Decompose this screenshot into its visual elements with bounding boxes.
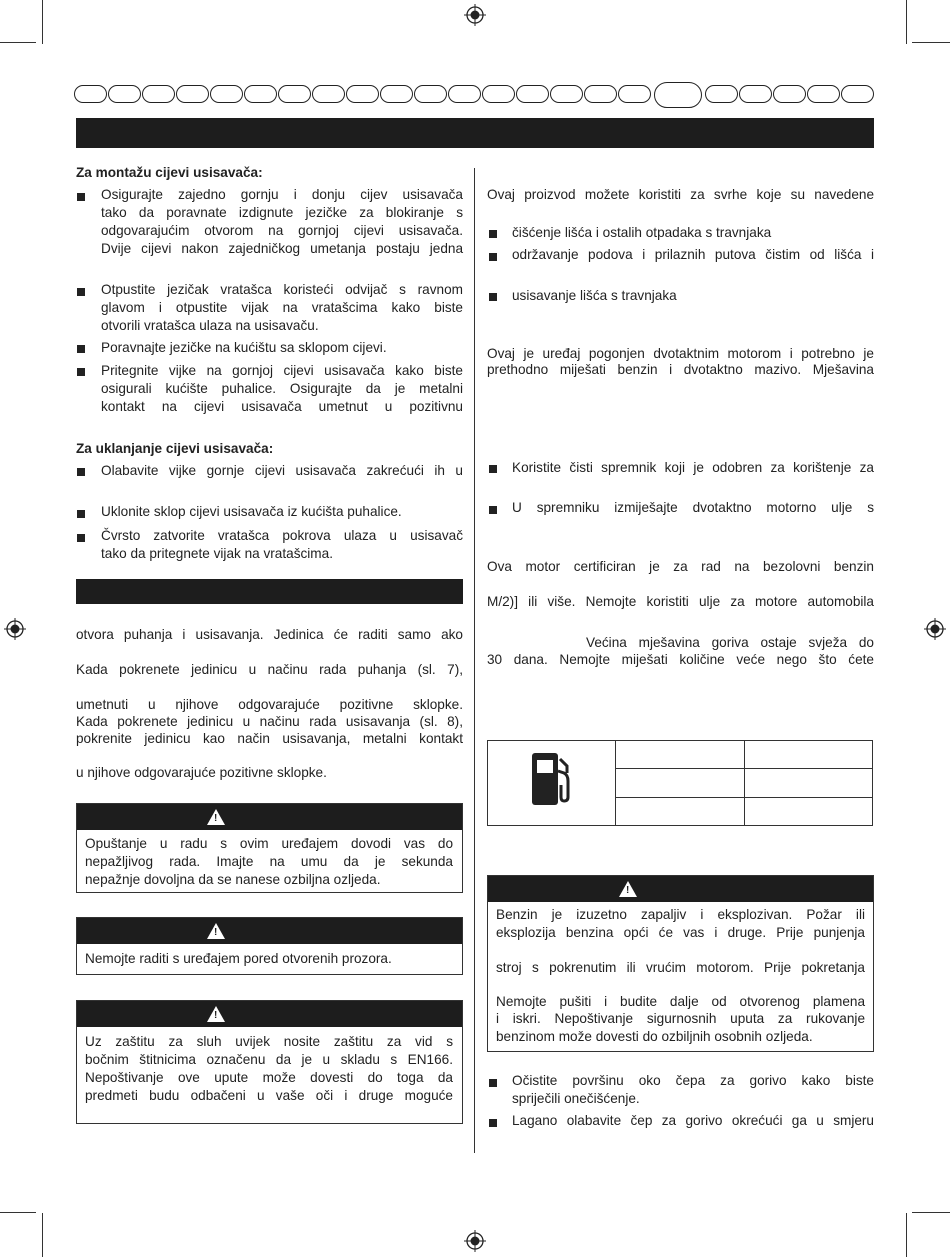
assembly-item-line: Dvije cijevi nakon zajedničkog umetanja postaju jedna xyxy=(101,241,463,256)
cert-line: Ova motor certificiran je za rad na bezolovni benzin xyxy=(487,559,874,574)
crop-mark xyxy=(0,1212,36,1213)
assembly-item-line: Otpustite jezičak vratašca koristeći odvijač s ravnom xyxy=(101,282,463,297)
removal-item-line: Čvrsto zatvorite vratašca pokrova ulaza u usisavač xyxy=(101,528,463,543)
language-tab xyxy=(380,85,413,103)
page-header-bar xyxy=(76,118,874,148)
warning-line: Nemojte pušiti i budite dalje od otvorenog plamena xyxy=(496,994,865,1009)
language-tab xyxy=(278,85,311,103)
column-divider xyxy=(474,168,475,1153)
language-tab xyxy=(414,85,447,103)
assembly-heading: Za montažu cijevi usisavača: xyxy=(76,165,263,180)
bullet xyxy=(77,510,85,518)
bullet xyxy=(489,1079,497,1087)
registration-mark-icon xyxy=(464,1230,486,1252)
warning-line: Nemojte raditi s uređajem pored otvorenih prozora. xyxy=(85,951,392,966)
warning-line: bočnim štitnicima označenu da je u skladu s EN166. xyxy=(85,1052,453,1067)
fuel-table-cell xyxy=(616,798,745,826)
removal-item-line: Uklonite sklop cijevi usisavača iz kućišta puhalice. xyxy=(101,504,402,519)
language-tab xyxy=(841,85,874,103)
warning-line: stroj s pokrenutim ili vrućim motorom. Prije pokretanja xyxy=(496,960,865,975)
fuel-table-cell xyxy=(745,741,873,769)
language-tab xyxy=(550,85,583,103)
warning-line: eksplozija benzina opći će vas i druge. Prije punjenja xyxy=(496,925,865,940)
mix-item: Koristite čisti spremnik koji je odobren za korištenje za xyxy=(512,460,874,475)
fuel-table-cell xyxy=(616,769,745,798)
language-tabs xyxy=(74,82,874,106)
bullet xyxy=(489,230,497,238)
fuel-icon-cell xyxy=(488,741,616,826)
bullet xyxy=(77,368,85,376)
language-tab xyxy=(482,85,515,103)
warning-box xyxy=(76,917,463,975)
assembly-item-line: glavom i otpustite vijak na vratašcima kako biste xyxy=(101,300,463,315)
removal-item-line: tako da pritegnete vijak na vratašcima. xyxy=(101,546,333,561)
fuel-table-cell xyxy=(616,741,745,769)
warning-box xyxy=(76,1000,463,1124)
warning-header xyxy=(77,918,462,944)
warning-line: predmeti budu odbačeni u vaše oči i druge moguće xyxy=(85,1088,453,1103)
crop-mark xyxy=(906,0,907,44)
fresh-line: 30 dana. Nemojte miješati količine veće nego što ćete xyxy=(487,652,874,667)
warning-line: Nepoštivanje ove upute može dovesti do toga da xyxy=(85,1070,453,1085)
assembly-item-line: tako da poravnate izdignute jezičke za blokiranje s xyxy=(101,205,463,220)
operation-line: Kada pokrenete jedinicu u načinu rada usisavanja (sl. 8), xyxy=(76,714,463,729)
assembly-item-line: Pritegnite vijke na gornjoj cijevi usisavača kako biste xyxy=(101,363,463,378)
language-tab xyxy=(584,85,617,103)
warning-line: Opuštanje u radu s ovim uređajem dovodi vas do xyxy=(85,836,453,851)
fuel-item-line: Lagano olabavite čep za gorivo okrećući ga u smjeru xyxy=(512,1113,874,1128)
language-tab xyxy=(773,85,806,103)
fuel-pump-icon xyxy=(530,751,574,807)
removal-item-line: Olabavite vijke gornje cijevi usisavača zakrećući ih u xyxy=(101,463,463,478)
language-tab-active xyxy=(654,82,702,108)
registration-mark-icon xyxy=(924,618,946,640)
operation-line: pokrenite jedinicu kao način usisavanja, metalni kontakt xyxy=(76,731,463,746)
bullet xyxy=(77,534,85,542)
crop-mark xyxy=(912,42,950,43)
language-tab xyxy=(244,85,277,103)
use-item: održavanje podova i prilaznih putova čistim od lišća i xyxy=(512,247,874,262)
warning-line: nepažljivog rada. Imajte na umu da je sekunda xyxy=(85,854,453,869)
crop-mark xyxy=(42,0,43,44)
warning-line: benzinom može dovesti do ozbiljnih osobnih ozljeda. xyxy=(496,1029,813,1044)
warning-header xyxy=(77,804,462,830)
assembly-item-line: osigurali kućište puhalice. Osigurajte da je metalni xyxy=(101,381,463,396)
warning-header xyxy=(77,1001,462,1027)
warning-line: Benzin je izuzetno zapaljiv i eksplozivan. Požar ili xyxy=(496,907,865,922)
warning-triangle-icon: ! xyxy=(207,1006,225,1022)
warning-header xyxy=(488,876,873,902)
engine-line: Ovaj je uređaj pogonjen dvotaktnim motorom i potrebno je xyxy=(487,346,874,361)
engine-line: prethodno miješati benzin i dvotaktno mazivo. Mješavina xyxy=(487,362,874,377)
bullet xyxy=(77,468,85,476)
language-tab xyxy=(312,85,345,103)
language-tab xyxy=(618,85,651,103)
operation-line: otvora puhanja i usisavanja. Jedinica će raditi samo ako xyxy=(76,627,463,642)
language-tab xyxy=(807,85,840,103)
warning-triangle-icon: ! xyxy=(207,809,225,825)
assembly-item-line: Poravnajte jezičke na kućištu sa sklopom cijevi. xyxy=(101,340,387,355)
language-tab xyxy=(516,85,549,103)
assembly-item-line: Osigurajte zajedno gornju i donju cijev usisavača xyxy=(101,187,463,202)
warning-box xyxy=(76,803,463,893)
fuel-mix-table xyxy=(487,740,873,826)
operation-line: u njihove odgovarajuće pozitivne sklopke. xyxy=(76,765,327,780)
assembly-item-line: kontakt na cijevi usisavača umetnut u pozitivnu xyxy=(101,399,463,414)
bullet xyxy=(489,465,497,473)
operation-line: umetnuti u njihove odgovarajuće pozitivne sklopke. xyxy=(76,697,463,712)
registration-mark-icon xyxy=(464,4,486,26)
use-item: čišćenje lišća i ostalih otpadaka s travnjaka xyxy=(512,225,772,240)
section-header-bar xyxy=(76,579,463,604)
warning-line: nepažnje dovoljna da se nanese ozbiljna ozljeda. xyxy=(85,872,381,887)
crop-mark xyxy=(0,42,36,43)
fuel-table-cell xyxy=(745,798,873,826)
bullet xyxy=(489,253,497,261)
crop-mark xyxy=(912,1212,950,1213)
language-tab xyxy=(739,85,772,103)
language-tab xyxy=(210,85,243,103)
language-tab xyxy=(142,85,175,103)
assembly-item-line: otvorili vratašca ulaza na usisavaču. xyxy=(101,318,319,333)
language-tab xyxy=(176,85,209,103)
warning-triangle-icon: ! xyxy=(619,881,637,897)
bullet xyxy=(77,345,85,353)
mix-item: U spremniku izmiješajte dvotaktno motorno ulje s xyxy=(512,500,874,515)
language-tab xyxy=(346,85,379,103)
warning-box xyxy=(487,875,874,1052)
warning-line: Uz zaštitu za sluh uvijek nosite zaštitu za vid s xyxy=(85,1034,453,1049)
bullet xyxy=(489,1119,497,1127)
fuel-item-line: spriječili onečišćenje. xyxy=(512,1091,640,1106)
intro-line: Ovaj proizvod možete koristiti za svrhe koje su navedene xyxy=(487,187,874,202)
bullet xyxy=(77,193,85,201)
bullet xyxy=(77,288,85,296)
assembly-item-line: odgovarajućim otvorom na gornjoj cijevi usisavača. xyxy=(101,223,463,238)
fuel-item-line: Očistite površinu oko čepa za gorivo kako biste xyxy=(512,1073,874,1088)
language-tab xyxy=(705,85,738,103)
removal-heading: Za uklanjanje cijevi usisavača: xyxy=(76,441,274,456)
language-tab xyxy=(74,85,107,103)
fresh-line: Većina mješavina goriva ostaje svježa do xyxy=(586,635,874,650)
warning-line: i iskri. Nepoštivanje sigurnosnih uputa za rukovanje xyxy=(496,1011,865,1026)
bullet xyxy=(489,293,497,301)
language-tab xyxy=(448,85,481,103)
warning-triangle-icon: ! xyxy=(207,923,225,939)
use-item: usisavanje lišća s travnjaka xyxy=(512,288,677,303)
fuel-table-cell xyxy=(745,769,873,798)
crop-mark xyxy=(906,1213,907,1257)
registration-mark-icon xyxy=(4,618,26,640)
cert-line: M/2)] ili više. Nemojte koristiti ulje za motore automobila xyxy=(487,594,874,609)
operation-line: Kada pokrenete jedinicu u načinu rada puhanja (sl. 7), xyxy=(76,662,463,677)
bullet xyxy=(489,506,497,514)
crop-mark xyxy=(42,1213,43,1257)
language-tab xyxy=(108,85,141,103)
